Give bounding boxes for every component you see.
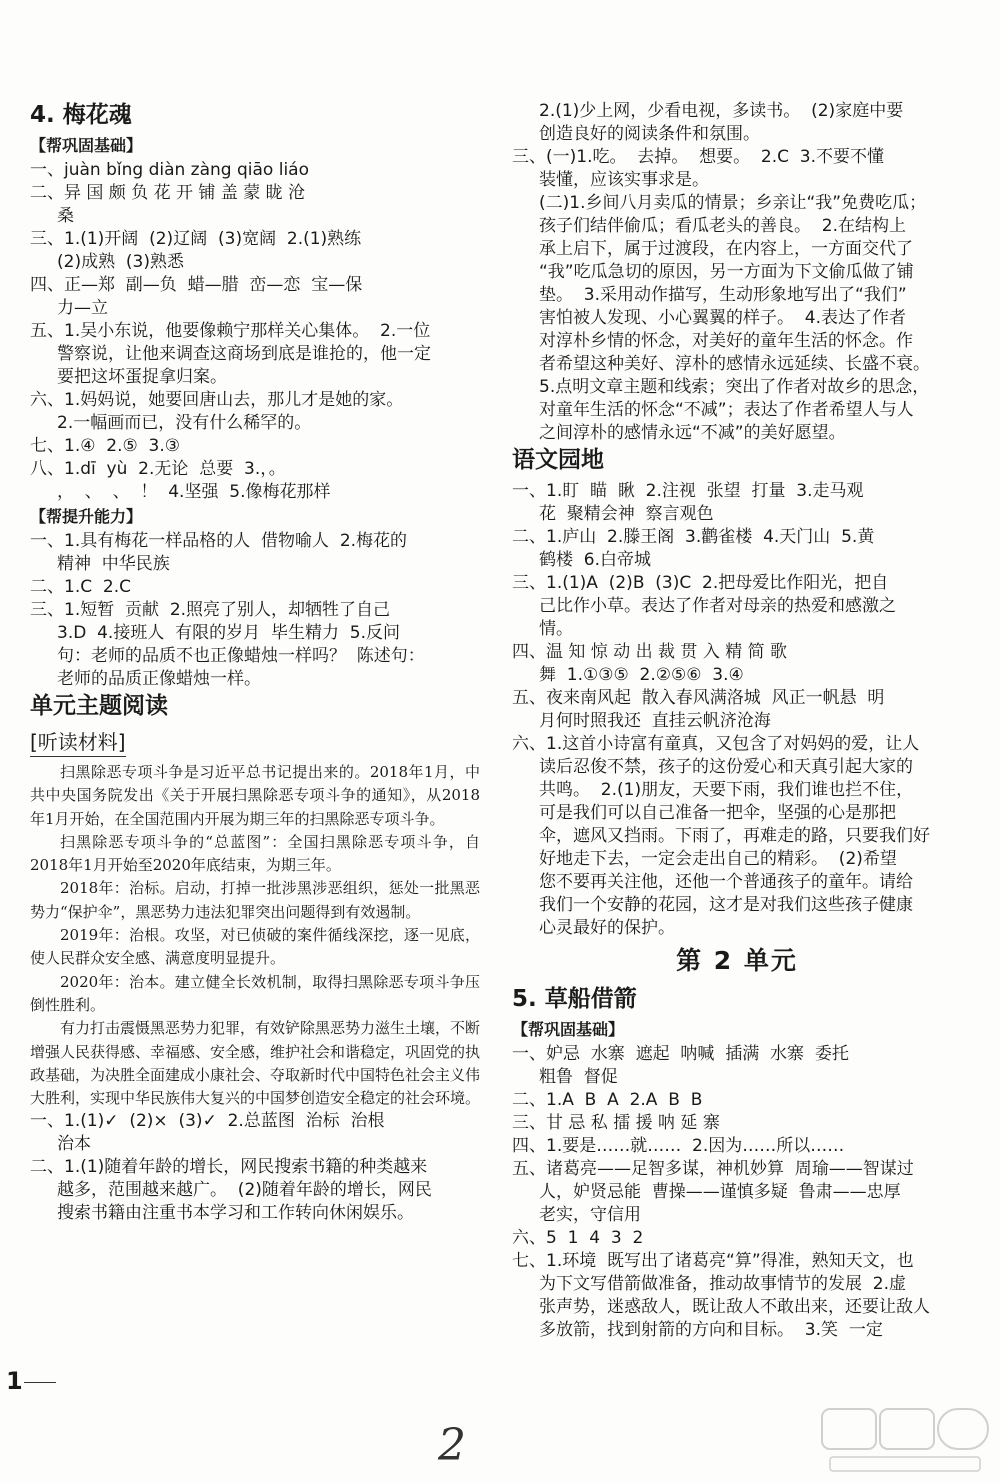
material-paragraph: 2020年：治本。建立健全长效机制，取得扫黑除恶专项斗争压倒性胜利。 <box>30 972 480 1014</box>
answer-line: 害怕被人发现、小心翼翼的样子。 4.表达了作者 <box>539 308 907 328</box>
answer-line: 七、1.环境 既写出了诸葛亮“算”得准，熟知天文，也 <box>512 1251 914 1271</box>
basic-answers <box>30 159 480 504</box>
answer-line: 二、1.(1)随着年龄的增长，网民搜索书籍的种类越来 <box>30 1157 428 1178</box>
answer-line: 三、1.(1)开阔 (2)辽阔 (3)宽阔 2.(1)熟练 <box>30 229 362 249</box>
answer-line: 读后忍俊不禁，孩子的这份爱心和天真引起大家的 <box>539 757 913 777</box>
answer-line: 共鸣。 2.(1)朋友，天要下雨，我们谁也拦不住， <box>539 780 914 800</box>
answer-line: 好地走下去，一定会走出自己的精彩。 (2)希望 <box>539 849 897 869</box>
answer-line: 3.D 4.接班人 有限的岁月 毕生精力 5.反问 <box>57 623 400 643</box>
answer-line: 七、1.④ 2.⑤ 3.③ <box>30 436 180 456</box>
answer-line: 粗鲁 督促 <box>539 1067 618 1087</box>
answer-line: 二、1.A B A 2.A B B <box>512 1090 703 1110</box>
material-paragraph: 2018年：治标。启动，打掉一批涉黑涉恶组织，惩处一批黑恶势力“保护伞”，黑恶势力违法犯罪突出问题得到有效遏制。 <box>30 879 480 921</box>
answer-line: 可是我们可以自己准备一把伞，坚强的心是那把 <box>539 803 896 823</box>
material-paragraph: 有力打击震慑黑恶势力犯罪，有效铲除黑恶势力滋生土壤，不断增强人民获得感、幸福感、安全感，维护社会和谐稳定，巩固党的执政基础，为决胜全面建成小康社会、夺取新时代中国特色社会主义伟大胜利，实现中华民族伟大复兴的中国梦创造安全稳定的社会环境。 <box>30 1019 481 1108</box>
answer-line: 对童年生活的怀念“不减”；表达了作者希望人与人 <box>539 400 914 420</box>
answer-line: 5.点明文章主题和线索；突出了作者对故乡的思念， <box>539 377 930 397</box>
answer-line: 一、1.盯 瞄 瞅 2.注视 张望 打量 3.走马观 <box>512 481 864 501</box>
answer-line: 三、(一)1.吃。 去掉。 想要。 2.C 3.不要不懂 <box>512 147 885 167</box>
answer-line: 花 聚精会神 察言观色 <box>539 504 714 524</box>
answer-line: 越多，范围越来越广。 (2)随着年龄的增长，网民 <box>57 1180 432 1201</box>
answer-line: 心灵最好的保护。 <box>539 918 675 938</box>
answer-line: 八、1.dī yù 2.无论 总要 3.，。 <box>30 459 286 479</box>
handwritten-mark: 2 <box>438 1420 466 1471</box>
chinese-garden-title: 语文园地 <box>512 447 604 473</box>
answer-line: 人，妒贤忌能 曹操——谨慎多疑 鲁肃——忠厚 <box>539 1182 901 1202</box>
answer-line: 三、1.(1)A (2)B (3)C 2.把母爱比作阳光，把自 <box>512 573 889 593</box>
answer-line: 三、甘 忌 私 擂 援 呐 延 寨 <box>512 1113 720 1133</box>
unit-heading: 第 2 单元 <box>676 946 798 975</box>
material-paragraph: 扫黑除恶专项斗争是习近平总书记提出来的。2018年1月，中共中央国务院发出《关于开展扫黑除恶专项斗争的通知》，从2018年1月开始，在全国范围内开展为期三年的扫黑除恶专项斗争。 <box>30 763 480 828</box>
answer-line: 一、1.具有梅花一样品格的人 借物喻人 2.梅花的 <box>30 531 408 551</box>
ability-answers <box>30 530 480 691</box>
garden-answers <box>512 480 962 940</box>
answer-line: 我们一个安静的花园，这才是对我们这些孩子健康 <box>539 895 913 915</box>
answer-line: (2)成熟 (3)熟悉 <box>57 252 184 272</box>
answer-line: 承上启下，属于过渡段，在内容上，一方面交代了 <box>539 239 913 259</box>
reading-answers <box>30 1110 480 1225</box>
lesson-title: 4. 梅花魂 <box>30 102 132 128</box>
answer-line: 者希望这种美好、淳朴的感情永远延续、长盛不衰。 <box>539 354 930 374</box>
answer-line: 二、1.C 2.C <box>30 577 131 597</box>
answer-line: 警察说，让他来调查这商场到底是谁抢的，他一定 <box>57 344 431 364</box>
answer-line: 力—立 <box>57 298 108 318</box>
answer-line: 桑 <box>57 206 74 226</box>
answer-line: 2.一幅画而已，没有什么稀罕的。 <box>57 413 312 433</box>
right-column <box>512 100 962 1342</box>
answer-line: 四、正—郑 副—负 蜡—腊 峦—恋 宝—保 <box>30 275 363 295</box>
answer-line: 搜索书籍由注重书本学习和工作转向休闲娱乐。 <box>57 1203 414 1224</box>
continued-answers <box>512 100 962 445</box>
theme-reading-title: 单元主题阅读 <box>30 693 168 719</box>
listening-material <box>30 761 480 1110</box>
answer-line: 垫。 3.采用动作描写，生动形象地写出了“我们” <box>539 285 907 305</box>
answer-line: 己比作小草。表达了作者对母亲的热爱和感激之 <box>539 596 896 616</box>
answer-line: 张声势，迷惑敌人，既让敌人不敢出来，还要让敌人 <box>539 1297 930 1317</box>
left-column <box>30 100 480 1225</box>
answer-line: 五、诸葛亮——足智多谋，神机妙算 周瑜——智谋过 <box>512 1159 914 1179</box>
answer-line: 2.(1)少上网，少看电视，多读书。 (2)家庭中要 <box>539 101 904 121</box>
answer-line: 创造良好的阅读条件和氛围。 <box>539 124 760 144</box>
answer-line: 要把这坏蛋捉拿归案。 <box>57 367 227 387</box>
answer-line: 一、1.(1)✓ (2)× (3)✓ 2.总蓝图 治标 治根 <box>30 1111 385 1132</box>
answer-line: 您不要再关注他，还他一个普通孩子的童年。请给 <box>539 872 913 892</box>
page-number-rule <box>24 1382 56 1383</box>
answer-line: 一、juàn bǐng diàn zàng qiāo liáo <box>30 160 309 180</box>
answer-line: 月何时照我还 直挂云帆济沧海 <box>539 711 771 731</box>
answer-line: ， 、 、 ！ 4.坚强 5.像梅花那样 <box>57 482 331 502</box>
answer-line: 鹤楼 6.白帝城 <box>539 550 652 570</box>
answer-line: 一、妒忌 水寨 遮起 呐喊 插满 水寨 委托 <box>512 1044 849 1064</box>
answer-line: 多放箭，找到射箭的方向和目标。 3.笑 一定 <box>539 1320 883 1340</box>
material-paragraph: 2019年：治根。攻坚，对已侦破的案件循线深挖，逐一见底，使人民群众安全感、满意度明显提升。 <box>30 926 480 968</box>
answer-line: 四、1.要是……就…… 2.因为……所以…… <box>512 1136 845 1156</box>
lesson-5-answers <box>512 1043 962 1342</box>
lesson-5-title: 5. 草船借箭 <box>512 986 637 1012</box>
answer-line: (二)1.乡间八月卖瓜的情景；乡亲让“我”免费吃瓜； <box>539 193 927 213</box>
answer-line: 为下文写借箭做准备，推动故事情节的发展 2.虚 <box>539 1274 907 1294</box>
answer-line: 六、5 1 4 3 2 <box>512 1228 644 1248</box>
answer-line: 对淳朴乡情的怀念，对美好的童年生活的怀念。作 <box>539 331 913 351</box>
answer-line: 六、1.妈妈说，她要回唐山去，那儿才是她的家。 <box>30 390 404 410</box>
ability-section-heading: 【帮提升能力】 <box>30 507 143 526</box>
answer-line: 五、1.吴小东说，他要像赖宁那样关心集体。 2.一位 <box>30 321 431 341</box>
answer-line: 治本 <box>57 1134 91 1155</box>
answer-line: 二、1.庐山 2.滕王阁 3.鹳雀楼 4.天门山 5.黄 <box>512 527 875 547</box>
basic2-section-heading: 【帮巩固基础】 <box>512 1020 625 1039</box>
answer-line: 装懂，应该实事求是。 <box>539 170 709 190</box>
answer-line: 之间淳朴的感情永远“不减”的美好愿望。 <box>539 423 846 443</box>
answer-line: 六、1.这首小诗富有童真，又包含了对妈妈的爱，让人 <box>512 734 920 754</box>
watermark-logo <box>820 1405 990 1475</box>
answer-line: 伞，遮风又挡雨。下雨了，再难走的路，只要我们好 <box>539 826 930 846</box>
page-number: 1 <box>6 1367 23 1395</box>
listening-material-heading: [听读材料] <box>30 728 126 757</box>
answer-line: 二、异 国 颇 负 花 开 铺 盖 蒙 眬 沧 <box>30 183 306 203</box>
material-paragraph: 扫黑除恶专项斗争的“总蓝图”：全国扫黑除恶专项斗争，自2018年1月开始至2020年底结束，为期三年。 <box>30 832 480 875</box>
basic-section-heading: 【帮巩固基础】 <box>30 136 143 155</box>
answer-line: 四、温 知 惊 动 出 裁 贯 入 精 简 歌 <box>512 642 788 662</box>
answer-line: 舞 1.①③⑤ 2.②⑤⑥ 3.④ <box>539 665 744 685</box>
answer-line: “我”吃瓜急切的原因，另一方面为下文偷瓜做了铺 <box>539 262 914 282</box>
answer-line: 孩子们结伴偷瓜；看瓜老头的善良。 2.在结构上 <box>539 216 907 236</box>
answer-line: 五、夜来南风起 散入春风满洛城 风正一帆悬 明 <box>512 688 885 708</box>
answer-line: 三、1.短暂 贡献 2.照亮了别人，却牺牲了自己 <box>30 600 391 620</box>
answer-line: 精神 中华民族 <box>57 554 170 574</box>
answer-line: 句：老师的品质不也正像蜡烛一样吗？ 陈述句： <box>57 646 425 666</box>
answer-line: 情。 <box>539 619 573 639</box>
answer-line: 老师的品质正像蜡烛一样。 <box>57 669 261 689</box>
answer-line: 老实，守信用 <box>539 1205 641 1225</box>
